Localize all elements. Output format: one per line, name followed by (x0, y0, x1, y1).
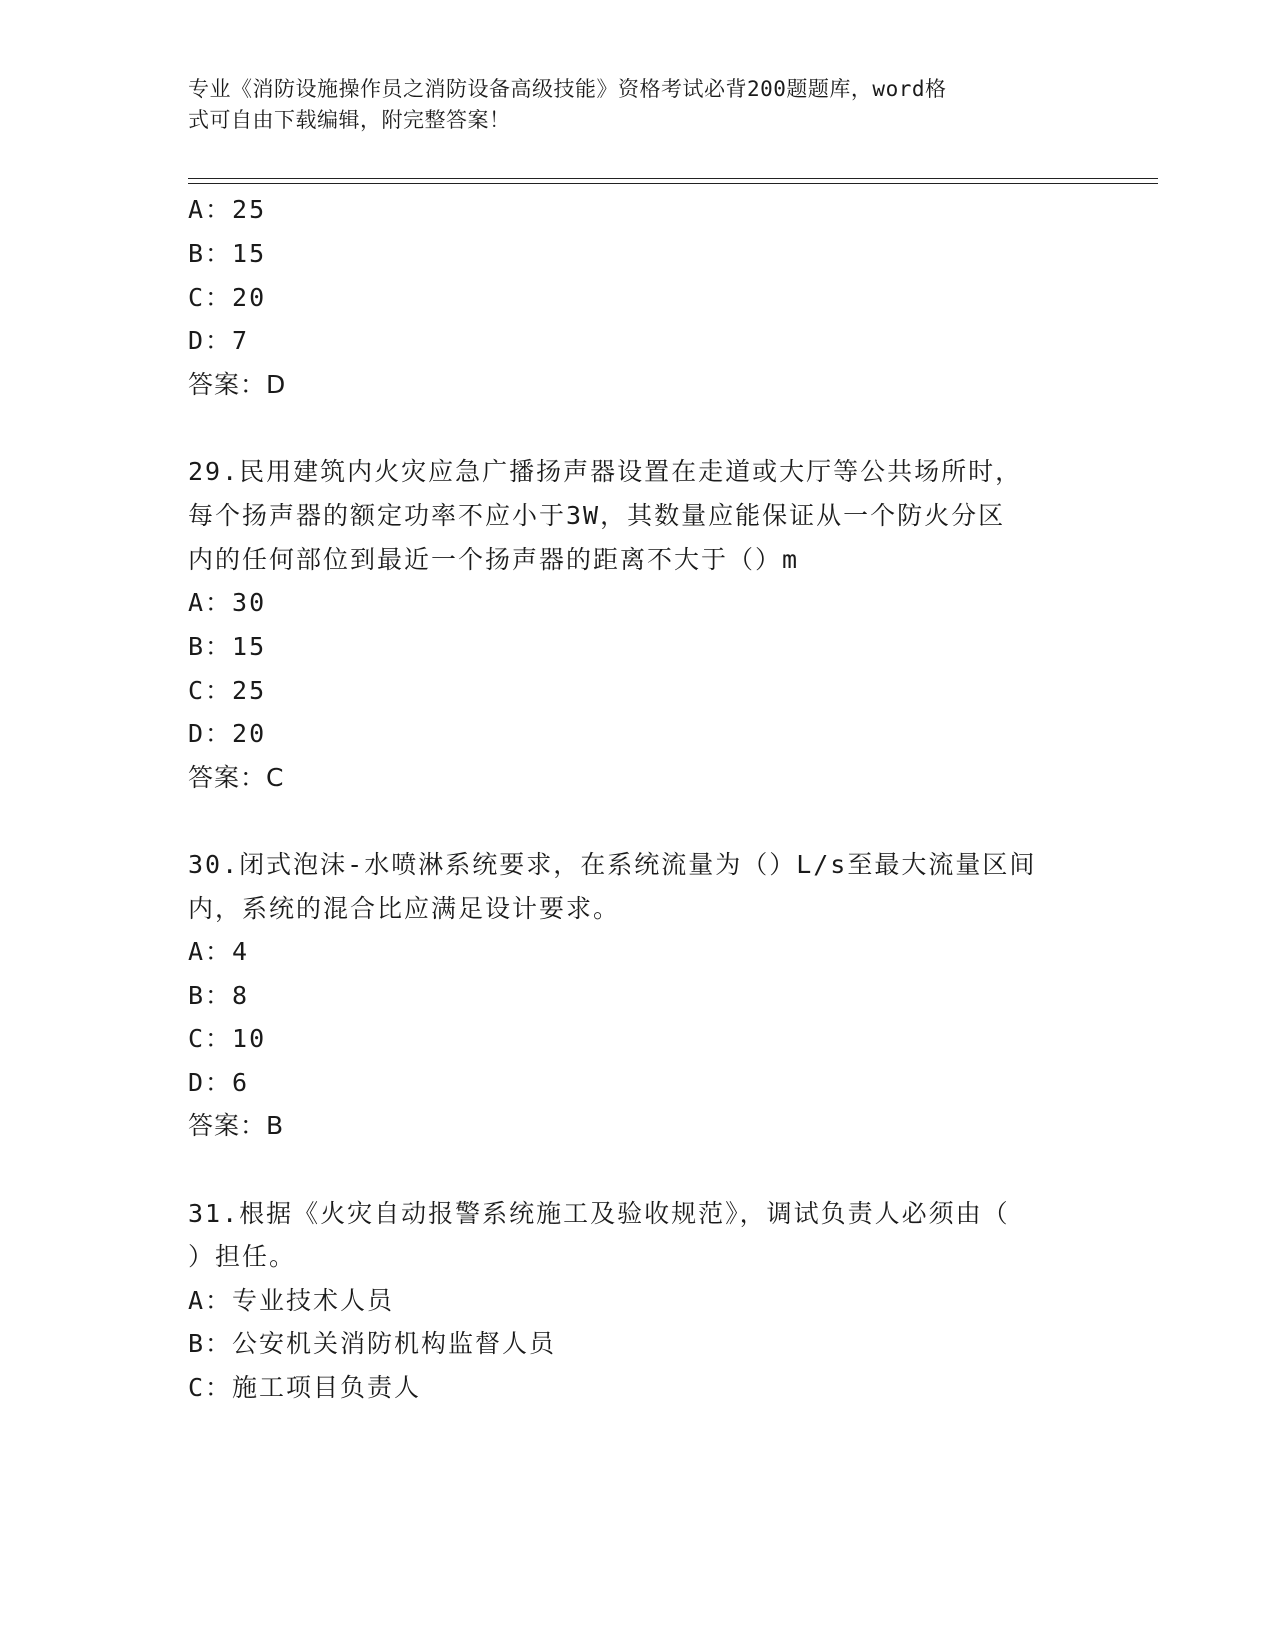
option-a: A：4 (188, 937, 250, 966)
header-rule-top (188, 178, 1158, 179)
option-a: A：25 (188, 195, 267, 224)
question-31-line-2: ）担任。 (188, 1242, 297, 1271)
option-d: D：7 (188, 326, 250, 355)
option-c: C：10 (188, 1024, 267, 1053)
document-header (188, 74, 1088, 136)
question-29-line-3: 内的任何部位到最近一个扬声器的距离不大于（）m (188, 545, 800, 574)
option-c: C：20 (188, 283, 267, 312)
option-d: D：6 (188, 1068, 250, 1097)
answer: 答案：B (188, 1111, 285, 1140)
option-a: A：30 (188, 588, 267, 617)
question-29-line-1: 29.民用建筑内火灾应急广播扬声器设置在走道或大厅等公共场所时， (188, 457, 1023, 486)
option-b: B：公安机关消防机构监督人员 (188, 1329, 557, 1358)
option-b: B：8 (188, 981, 250, 1010)
question-29-line-2: 每个扬声器的额定功率不应小于3W，其数量应能保证从一个防火分区 (188, 501, 1006, 530)
answer: 答案：D (188, 370, 287, 399)
option-a: A：专业技术人员 (188, 1286, 395, 1315)
header-rule-bottom (188, 183, 1158, 184)
option-d: D：20 (188, 719, 267, 748)
question-30-line-2: 内，系统的混合比应满足设计要求。 (188, 894, 621, 923)
header-line-1: 专业《消防设施操作员之消防设备高级技能》资格考试必背200题题库，word格 (188, 77, 947, 101)
header-line-2: 式可自由下载编辑，附完整答案！ (188, 108, 511, 132)
option-c: C：施工项目负责人 (188, 1373, 422, 1402)
option-b: B：15 (188, 239, 267, 268)
question-31-line-1: 31.根据《火灾自动报警系统施工及验收规范》，调试负责人必须由（ (188, 1199, 1010, 1228)
option-c: C：25 (188, 676, 267, 705)
option-b: B：15 (188, 632, 267, 661)
answer: 答案：C (188, 763, 285, 792)
question-30-line-1: 30.闭式泡沫-水喷淋系统要求，在系统流量为（）L/s至最大流量区间 (188, 850, 1037, 879)
